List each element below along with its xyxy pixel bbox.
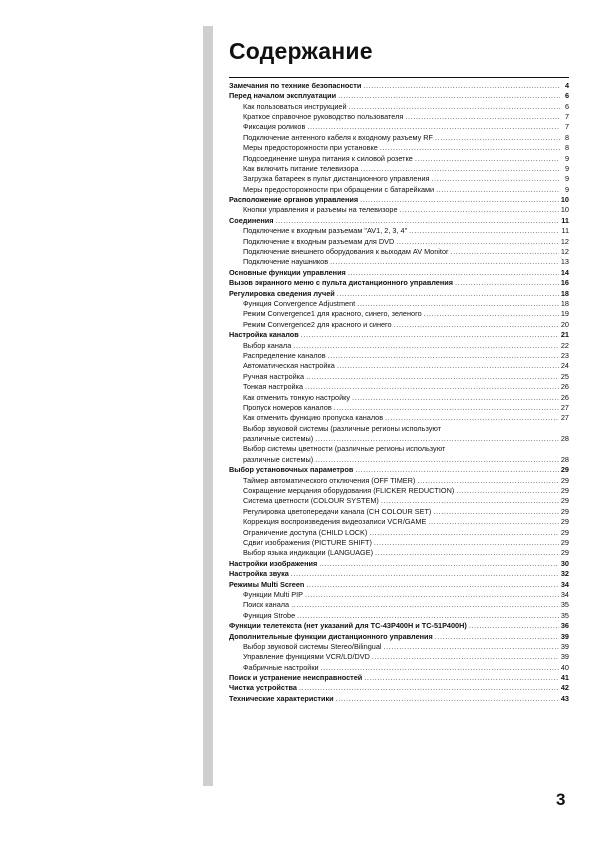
toc-entry-title: Кнопки управления и разъемы на телевизоре: [243, 205, 398, 215]
toc-entry-title: Дополнительные функции дистанционного управления: [229, 631, 433, 641]
toc-page-number: 10: [560, 205, 569, 215]
toc-entry-row[interactable]: [229, 184, 569, 194]
dot-leader: [306, 372, 559, 382]
toc-entry-row[interactable]: [229, 516, 569, 526]
toc-entry-title: Расположение органов управления: [229, 195, 359, 205]
dot-leader: [417, 476, 559, 486]
toc-page-number: 40: [560, 662, 569, 672]
toc-entry-title: Режимы Multi Screen: [229, 579, 305, 589]
dot-leader: [435, 133, 560, 143]
toc-entry-title: Меры предосторожности при обращении с батарейками: [243, 184, 435, 194]
toc-entry-title: Как пользоваться инструкцией: [243, 101, 347, 111]
toc-page-number: 29: [560, 506, 569, 516]
toc-page-number: 34: [560, 579, 569, 589]
toc-entry-title: Ручная настройка: [243, 371, 305, 381]
dot-leader: [348, 268, 559, 278]
dot-leader: [355, 465, 559, 475]
dot-leader: [291, 600, 559, 610]
toc-entry-title: Функция Strobe: [243, 610, 296, 620]
toc-entry-title: Фабричные настройки: [243, 662, 319, 672]
dot-leader: [357, 299, 559, 309]
toc-entry-row[interactable]: [229, 153, 569, 163]
toc-section-row[interactable]: [229, 194, 569, 204]
toc-entry-row[interactable]: [229, 662, 569, 672]
toc-entry-title: Основные функции управления: [229, 267, 346, 277]
dot-leader: [405, 112, 560, 122]
toc-entry-title: Как отменить тонкую настройку: [243, 392, 351, 402]
dot-leader: [334, 403, 559, 413]
toc-page-number: 9: [564, 184, 569, 194]
dot-leader: [409, 226, 559, 236]
dot-leader: [315, 434, 559, 444]
toc-entry-row[interactable]: [229, 444, 569, 454]
toc-page-number: 13: [560, 257, 569, 267]
toc-entry-row[interactable]: [229, 236, 569, 246]
toc-page-number: 8: [564, 132, 569, 142]
toc-entry-row[interactable]: [229, 496, 569, 506]
toc-page-number: 27: [560, 402, 569, 412]
dot-leader: [372, 652, 559, 662]
toc-entry-title: Поиск и устранение неисправностей: [229, 673, 363, 683]
toc-page-number: 39: [560, 641, 569, 651]
dot-leader: [363, 81, 560, 91]
toc-entry-title: Фиксация роликов: [243, 122, 306, 132]
dot-leader: [305, 382, 559, 392]
table-of-contents: [229, 80, 569, 703]
toc-entry-title: Таймер автоматического отключения (OFF TIMER): [243, 475, 416, 485]
toc-entry-title: Подключение наушников: [243, 257, 329, 267]
dot-leader: [330, 257, 559, 267]
toc-section-row[interactable]: [229, 568, 569, 578]
toc-entry-row[interactable]: [229, 298, 569, 308]
toc-page-number: 24: [560, 361, 569, 371]
toc-entry-title: Краткое справочное руководство пользователя: [243, 111, 404, 121]
toc-page-number: 11: [561, 215, 569, 225]
dot-leader: [380, 143, 560, 153]
toc-entry-row[interactable]: [229, 132, 569, 142]
toc-entry-row[interactable]: [229, 350, 569, 360]
toc-entry-title: Система цветности (COLOUR SYSTEM): [243, 496, 379, 506]
toc-page-number: 12: [560, 236, 569, 246]
dot-leader: [364, 673, 559, 683]
toc-entry-row[interactable]: [229, 257, 569, 267]
dot-leader: [369, 528, 559, 538]
dot-leader: [338, 91, 560, 101]
toc-entry-row[interactable]: [229, 402, 569, 412]
toc-entry-title: Настройка каналов: [229, 330, 299, 340]
toc-section-row[interactable]: [229, 215, 569, 225]
page-number: 3: [556, 790, 566, 809]
toc-entry-title: Выбор системы цветности (различные регионы используют: [243, 444, 446, 454]
dot-leader: [315, 455, 559, 465]
toc-section-row[interactable]: [229, 579, 569, 589]
page-title: Содержание: [229, 38, 373, 64]
toc-page-number: 18: [560, 288, 569, 298]
toc-page-number: 6: [564, 101, 569, 111]
toc-section-row[interactable]: [229, 90, 569, 100]
toc-entry-row[interactable]: [229, 361, 569, 371]
toc-page-number: 42: [560, 683, 569, 693]
toc-page-number: 9: [564, 153, 569, 163]
toc-entry-row[interactable]: [229, 485, 569, 495]
toc-section-row[interactable]: [229, 672, 569, 682]
toc-entry-title: Функция Convergence Adjustment: [243, 299, 356, 308]
toc-page-number: 29: [560, 527, 569, 537]
toc-entry-title: Выбор канала: [243, 340, 292, 350]
toc-entry-title: различные системы): [243, 454, 314, 464]
title-rule: [229, 77, 569, 78]
toc-entry-row[interactable]: [229, 527, 569, 537]
toc-entry-title: Пропуск номеров каналов: [243, 402, 332, 412]
dot-leader: [337, 361, 559, 371]
dot-leader: [305, 590, 559, 600]
toc-entry-row[interactable]: [229, 246, 569, 256]
toc-page-number: 19: [560, 309, 569, 319]
toc-page-number: 39: [560, 631, 569, 641]
toc-page-number: 9: [564, 163, 569, 173]
toc-section-row[interactable]: [229, 558, 569, 568]
toc-page-number: 7: [564, 122, 569, 132]
dot-leader: [299, 683, 559, 693]
dot-leader: [321, 663, 559, 673]
dot-leader: [385, 413, 559, 423]
toc-page-number: 39: [560, 652, 569, 662]
toc-entry-row[interactable]: [229, 371, 569, 381]
dot-leader: [328, 351, 559, 361]
toc-entry-row[interactable]: [229, 319, 569, 329]
dot-leader: [396, 237, 559, 247]
dot-leader: [455, 278, 559, 288]
toc-entry-title: Вызов экранного меню с пульта дистанционного управления: [229, 278, 453, 288]
toc-page-number: 18: [560, 299, 569, 308]
dot-leader: [415, 154, 560, 164]
dot-leader: [375, 548, 559, 558]
toc-entry-row[interactable]: [229, 163, 569, 173]
toc-entry-row[interactable]: [229, 122, 569, 132]
toc-entry-title: Управление функциями VCR/LD/DVD: [243, 652, 370, 662]
toc-entry-row[interactable]: [229, 309, 569, 319]
toc-page-number: 4: [564, 80, 569, 90]
toc-entry-row[interactable]: [229, 651, 569, 661]
toc-entry-title: Подключение к входным разъемам "AV1, 2, 3, 4": [243, 226, 408, 236]
toc-entry-title: Как отменить функцию пропуска каналов: [243, 413, 384, 423]
margin-bar: [203, 26, 213, 786]
toc-entry-title: Функции Multi PIP: [243, 589, 303, 599]
dot-leader: [400, 205, 559, 215]
toc-page-number: 28: [560, 434, 569, 444]
toc-page-number: 41: [560, 673, 569, 683]
toc-entry-row[interactable]: [229, 475, 569, 485]
toc-entry-row[interactable]: [229, 548, 569, 558]
toc-entry-title: Автоматическая настройка: [243, 361, 335, 371]
toc-entry-row[interactable]: [229, 111, 569, 121]
dot-leader: [291, 569, 559, 579]
dot-leader: [456, 486, 559, 496]
toc-page-number: 29: [560, 517, 569, 527]
toc-entry-title: Как включить питание телевизора: [243, 163, 359, 173]
dot-leader: [424, 309, 559, 319]
toc-entry-title: Замечания по технике безопасности: [229, 80, 362, 90]
toc-page-number: 35: [560, 610, 569, 620]
dot-leader: [297, 611, 559, 621]
toc-entry-row[interactable]: [229, 101, 569, 111]
toc-page-number: 21: [560, 330, 569, 340]
toc-entry-row[interactable]: [229, 423, 569, 433]
toc-entry-title: Чистка устройства: [229, 683, 297, 693]
dot-leader: [384, 642, 559, 652]
dot-leader: [319, 559, 559, 569]
toc-page-number: 8: [564, 143, 569, 153]
toc-section-row[interactable]: [229, 631, 569, 641]
toc-page-number: 20: [560, 319, 569, 329]
dot-leader: [374, 538, 559, 548]
toc-entry-title: Тонкая настройка: [243, 382, 304, 392]
toc-page-number: 14: [560, 267, 569, 277]
toc-section-row[interactable]: [229, 620, 569, 630]
toc-page-number: 28: [560, 454, 569, 464]
toc-section-row[interactable]: [229, 329, 569, 339]
toc-entry-row[interactable]: [229, 340, 569, 350]
dot-leader: [307, 122, 560, 132]
toc-entry-title: Функции телетекста (нет указаний для TC-43P400H и TC-51P400H): [229, 621, 467, 631]
toc-entry-row[interactable]: [229, 142, 569, 152]
dot-leader: [450, 247, 558, 257]
toc-entry-title: Выбор звуковой системы (различные регионы используют: [243, 423, 442, 433]
toc-page-number: 34: [560, 589, 569, 599]
toc-entry-row[interactable]: [229, 392, 569, 402]
toc-entry-title: Регулировка сведения лучей: [229, 288, 335, 298]
toc-section-row[interactable]: [229, 693, 569, 703]
dot-leader: [349, 102, 560, 112]
toc-page-number: 35: [560, 600, 569, 610]
dot-leader: [360, 195, 559, 205]
toc-page-number: 36: [560, 621, 569, 631]
toc-entry-title: Выбор установочных параметров: [229, 465, 354, 475]
toc-page-number: 12: [560, 247, 569, 257]
toc-entry-row[interactable]: [229, 589, 569, 599]
toc-entry-title: Подключение внешнего оборудования к выходам AV Monitor: [243, 247, 449, 257]
toc-entry-title: различные системы): [243, 434, 314, 444]
toc-page-number: 11: [561, 226, 569, 236]
toc-page-number: 29: [560, 475, 569, 485]
toc-entry-title: Перед началом эксплуатации: [229, 91, 337, 101]
toc-page-number: 25: [560, 371, 569, 381]
toc-section-row[interactable]: [229, 80, 569, 90]
toc-page-number: 30: [560, 558, 569, 568]
dot-leader: [469, 621, 559, 631]
toc-page-number: 29: [560, 537, 569, 547]
dot-leader: [293, 341, 559, 351]
dot-leader: [428, 517, 559, 527]
toc-entry-row[interactable]: [229, 413, 569, 423]
toc-entry-row[interactable]: [229, 641, 569, 651]
toc-page-number: 6: [564, 91, 569, 101]
toc-entry-title: Распределение каналов: [243, 350, 326, 360]
toc-page-number: 7: [564, 111, 569, 121]
dot-leader: [435, 632, 559, 642]
toc-entry-row[interactable]: [229, 174, 569, 184]
dot-leader: [394, 320, 559, 330]
toc-page-number: 26: [560, 392, 569, 402]
toc-entry-title: Режим Convergence2 для красного и синего: [243, 319, 392, 329]
toc-entry-title: Сдвиг изображения (PICTURE SHIFT): [243, 537, 372, 547]
toc-entry-row[interactable]: [229, 225, 569, 235]
toc-page-number: 29: [560, 496, 569, 506]
toc-page-number: 23: [560, 350, 569, 360]
dot-leader: [306, 580, 559, 590]
toc-page-number: 32: [560, 569, 569, 579]
toc-entry-row[interactable]: [229, 381, 569, 391]
toc-page-number: 26: [560, 382, 569, 392]
toc-section-row[interactable]: [229, 288, 569, 298]
dot-leader: [436, 185, 560, 195]
toc-page-number: 43: [560, 693, 569, 703]
toc-entry-title: Сокращение мерцания оборудования (FLICKER REDUCTION): [243, 486, 455, 496]
toc-section-row[interactable]: [229, 267, 569, 277]
toc-entry-row[interactable]: [229, 537, 569, 547]
toc-entry-row[interactable]: [229, 600, 569, 610]
toc-page-number: 10: [560, 195, 569, 205]
toc-entry-row[interactable]: [229, 506, 569, 516]
toc-page-number: 29: [560, 465, 569, 475]
dot-leader: [301, 330, 559, 340]
dot-leader: [433, 507, 559, 517]
toc-entry-row[interactable]: [229, 433, 569, 443]
toc-entry-title: Подключение антенного кабеля к входному разъему RF: [243, 132, 433, 142]
toc-entry-title: Подключение к входным разъемам для DVD: [243, 236, 395, 246]
toc-entry-title: Режим Convergence1 для красного, синего, зеленого: [243, 309, 422, 319]
toc-entry-title: Настройка звука: [229, 569, 289, 579]
dot-leader: [336, 694, 559, 704]
toc-entry-title: Выбор языка индикации (LANGUAGE): [243, 548, 374, 558]
toc-entry-title: Выбор звуковой системы Stereo/Bilingual: [243, 641, 382, 651]
toc-page-number: 29: [560, 548, 569, 558]
toc-entry-title: Технические характеристики: [229, 693, 334, 703]
toc-entry-title: Поиск канала: [243, 600, 290, 610]
toc-entry-title: Ограничение доступа (CHILD LOCK): [243, 527, 368, 537]
dot-leader: [361, 164, 560, 174]
toc-page-number: 16: [560, 278, 569, 288]
toc-entry-row[interactable]: [229, 610, 569, 620]
dot-leader: [337, 289, 559, 299]
toc-page-number: 9: [564, 174, 569, 184]
toc-entry-row[interactable]: [229, 205, 569, 215]
toc-entry-title: Регулировка цветопередачи канала (CH COLOUR SET): [243, 506, 432, 516]
toc-entry-title: Меры предосторожности при установке: [243, 143, 378, 153]
toc-section-row[interactable]: [229, 683, 569, 693]
toc-entry-title: Подсоединение шнура питания к силовой розетке: [243, 153, 413, 163]
toc-page-number: 27: [560, 413, 569, 423]
toc-page-number: 22: [560, 340, 569, 350]
toc-entry-title: Настройки изображения: [229, 558, 318, 568]
dot-leader: [352, 393, 559, 403]
dot-leader: [276, 216, 560, 226]
toc-section-row[interactable]: [229, 464, 569, 474]
toc-entry-row[interactable]: [229, 454, 569, 464]
dot-leader: [432, 174, 560, 184]
toc-entry-title: Загрузка батареек в пульт дистанционного управления: [243, 174, 430, 184]
toc-entry-title: Коррекция воспроизведения видеозаписи VCR/GAME: [243, 517, 427, 527]
toc-section-row[interactable]: [229, 277, 569, 287]
dot-leader: [381, 496, 559, 506]
toc-page-number: 29: [560, 486, 569, 496]
toc-entry-title: Соединения: [229, 215, 274, 225]
